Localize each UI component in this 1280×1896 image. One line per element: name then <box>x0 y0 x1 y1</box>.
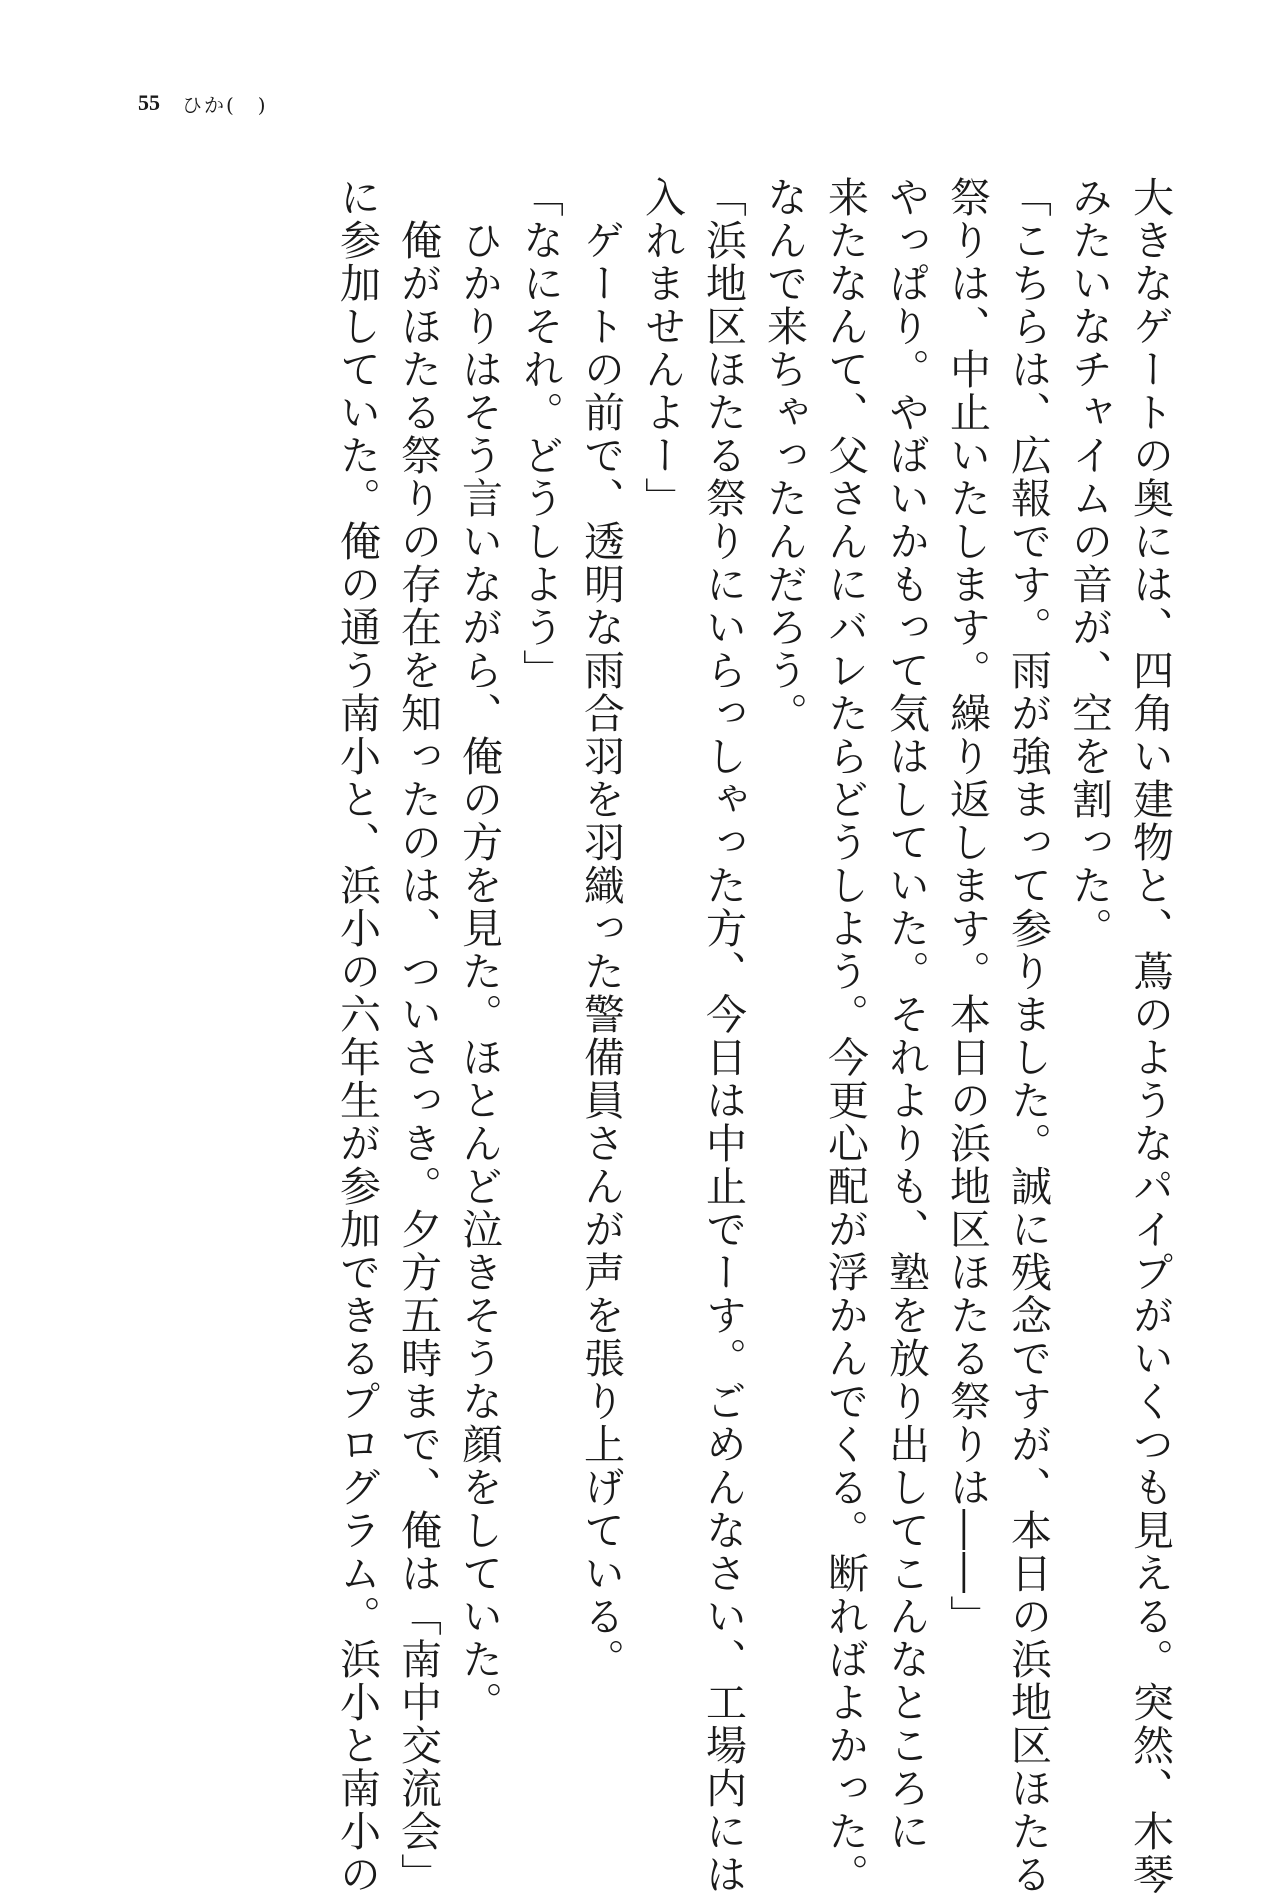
page-number: 55 <box>138 90 160 115</box>
text-line: みたいなチャイムの音が、空を割った。 <box>1065 176 1113 950</box>
text-line: 大きなゲートの奥には、四角い建物と、蔦のようなパイプがいくつも見える。突然、木琴 <box>1126 176 1174 1896</box>
text-line: 俺がほたる祭りの存在を知ったのは、ついさっき。夕方五時まで、俺は「南中交流会」 <box>394 176 442 1896</box>
text-line: 祭りは、中止いたします。繰り返します。本日の浜地区ほたる祭りは――」 <box>943 176 991 1638</box>
text-line: 「なにそれ。どうしよう」 <box>516 176 564 692</box>
text-line: なんで来ちゃったんだろう。 <box>760 176 808 735</box>
text-line: 「こちらは、広報です。雨が強まって参りました。誠に残念ですが、本日の浜地区ほたる <box>1004 176 1052 1896</box>
vertical-text-body <box>326 176 1180 1896</box>
page-header <box>138 86 268 120</box>
text-line: ひかりはそう言いながら、俺の方を見た。ほとんど泣きそうな顔をしていた。 <box>455 176 503 1724</box>
text-line: 来たなんて、父さんにバレたらどうしよう。今更心配が浮かんでくる。断ればよかった。 <box>821 176 869 1896</box>
text-line: ゲートの前で、透明な雨合羽を羽織った警備員さんが声を張り上げている。 <box>577 176 625 1681</box>
text-line: 「浜地区ほたる祭りにいらっしゃった方、今日は中止でーす。ごめんなさい、工場内には <box>699 176 747 1896</box>
text-line: やっぱり。やばいかもって気はしていた。それよりも、塾を放り出してこんなところに <box>882 176 930 1853</box>
running-title: ひか( ) <box>182 92 268 117</box>
text-line: 入れませんよー」 <box>638 176 686 520</box>
text-line: に参加していた。俺の通う南小と、浜小の六年生が参加できるプログラム。浜小と南小の <box>333 176 381 1896</box>
